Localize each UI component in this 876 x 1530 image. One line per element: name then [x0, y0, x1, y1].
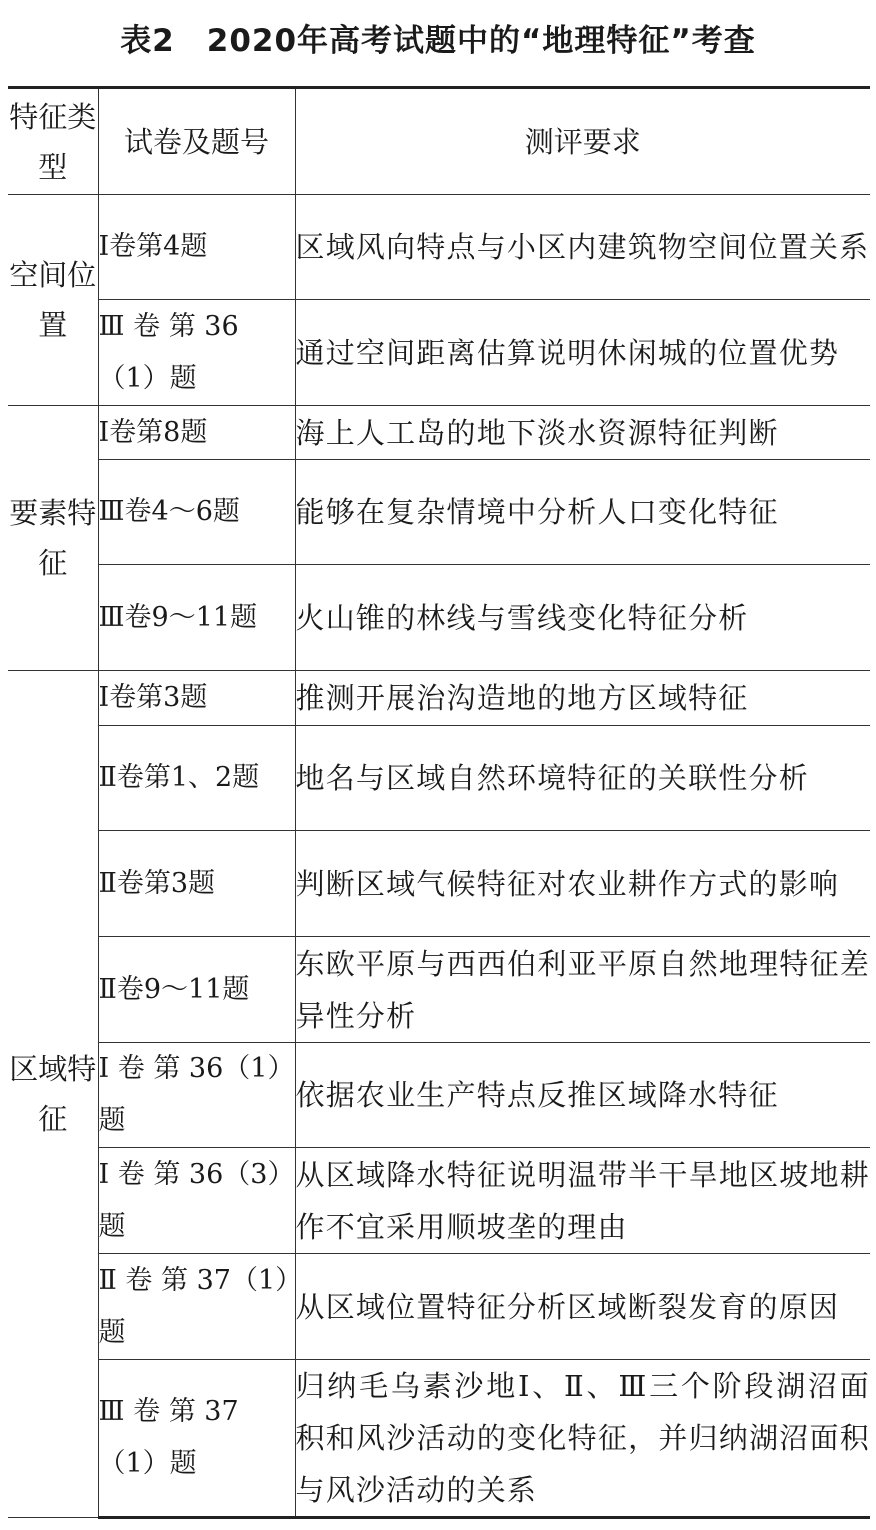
- paper-cell: Ⅲ卷4～6题: [98, 460, 295, 565]
- paper-cell: Ⅱ 卷 第 37（1）题: [98, 1254, 295, 1360]
- table-row: [8, 300, 870, 406]
- feature-type-cell: 空间位置: [8, 195, 98, 406]
- requirement-cell: 通过空间距离估算说明休闲城的位置优势: [295, 300, 870, 406]
- table-row: [8, 460, 870, 565]
- header-requirement: 测评要求: [295, 88, 870, 195]
- table-row: [8, 1254, 870, 1360]
- paper-cell: Ⅲ 卷 第 36（1）题: [98, 300, 295, 406]
- paper-cell: Ⅰ 卷 第 36（1）题: [98, 1043, 295, 1148]
- paper-cell: Ⅰ卷第4题: [98, 195, 295, 300]
- table-row: [8, 1360, 870, 1518]
- exam-feature-table: [8, 86, 870, 1519]
- header-feature-type: 特征类型: [8, 88, 98, 195]
- paper-cell: Ⅰ卷第8题: [98, 406, 295, 460]
- requirement-cell: 东欧平原与西西伯利亚平原自然地理特征差异性分析: [295, 937, 870, 1043]
- feature-type-cell: 区域特征: [8, 671, 98, 1518]
- requirement-cell: 火山锥的林线与雪线变化特征分析: [295, 565, 870, 671]
- requirement-cell: 判断区域气候特征对农业耕作方式的影响: [295, 831, 870, 937]
- table-title: 表2 2020年高考试题中的“地理特征”考查: [120, 23, 756, 59]
- requirement-cell: 地名与区域自然环境特征的关联性分析: [295, 726, 870, 831]
- requirement-cell: 从区域降水特征说明温带半干旱地区坡地耕作不宜采用顺坡垄的理由: [295, 1148, 870, 1254]
- paper-cell: Ⅱ卷第3题: [98, 831, 295, 937]
- table-row: [8, 1148, 870, 1254]
- paper-cell: Ⅲ 卷 第 37（1）题: [98, 1360, 295, 1518]
- paper-cell: Ⅰ 卷 第 36（3）题: [98, 1148, 295, 1254]
- header-row: [8, 88, 870, 195]
- requirement-cell: 从区域位置特征分析区域断裂发育的原因: [295, 1254, 870, 1360]
- paper-cell: Ⅰ卷第3题: [98, 671, 295, 726]
- table-row: [8, 831, 870, 937]
- table-row: [8, 1043, 870, 1148]
- paper-cell: Ⅲ卷9～11题: [98, 565, 295, 671]
- requirement-cell: 区域风向特点与小区内建筑物空间位置关系: [295, 195, 870, 300]
- table-row: [8, 937, 870, 1043]
- requirement-cell: 推测开展治沟造地的地方区域特征: [295, 671, 870, 726]
- requirement-cell: 海上人工岛的地下淡水资源特征判断: [295, 406, 870, 460]
- feature-type-cell: 要素特征: [8, 406, 98, 671]
- paper-cell: Ⅱ卷第1、2题: [98, 726, 295, 831]
- table-row: [8, 406, 870, 460]
- requirement-cell: 依据农业生产特点反推区域降水特征: [295, 1043, 870, 1148]
- table-row: [8, 565, 870, 671]
- header-paper-question: 试卷及题号: [98, 88, 295, 195]
- requirement-cell: 归纳毛乌素沙地Ⅰ、Ⅱ、Ⅲ三个阶段湖沼面积和风沙活动的变化特征，并归纳湖沼面积与风沙活动的关系: [295, 1360, 870, 1518]
- table-row: [8, 726, 870, 831]
- table-row: [8, 195, 870, 300]
- requirement-cell: 能够在复杂情境中分析人口变化特征: [295, 460, 870, 565]
- table-row: [8, 671, 870, 726]
- paper-cell: Ⅱ卷9～11题: [98, 937, 295, 1043]
